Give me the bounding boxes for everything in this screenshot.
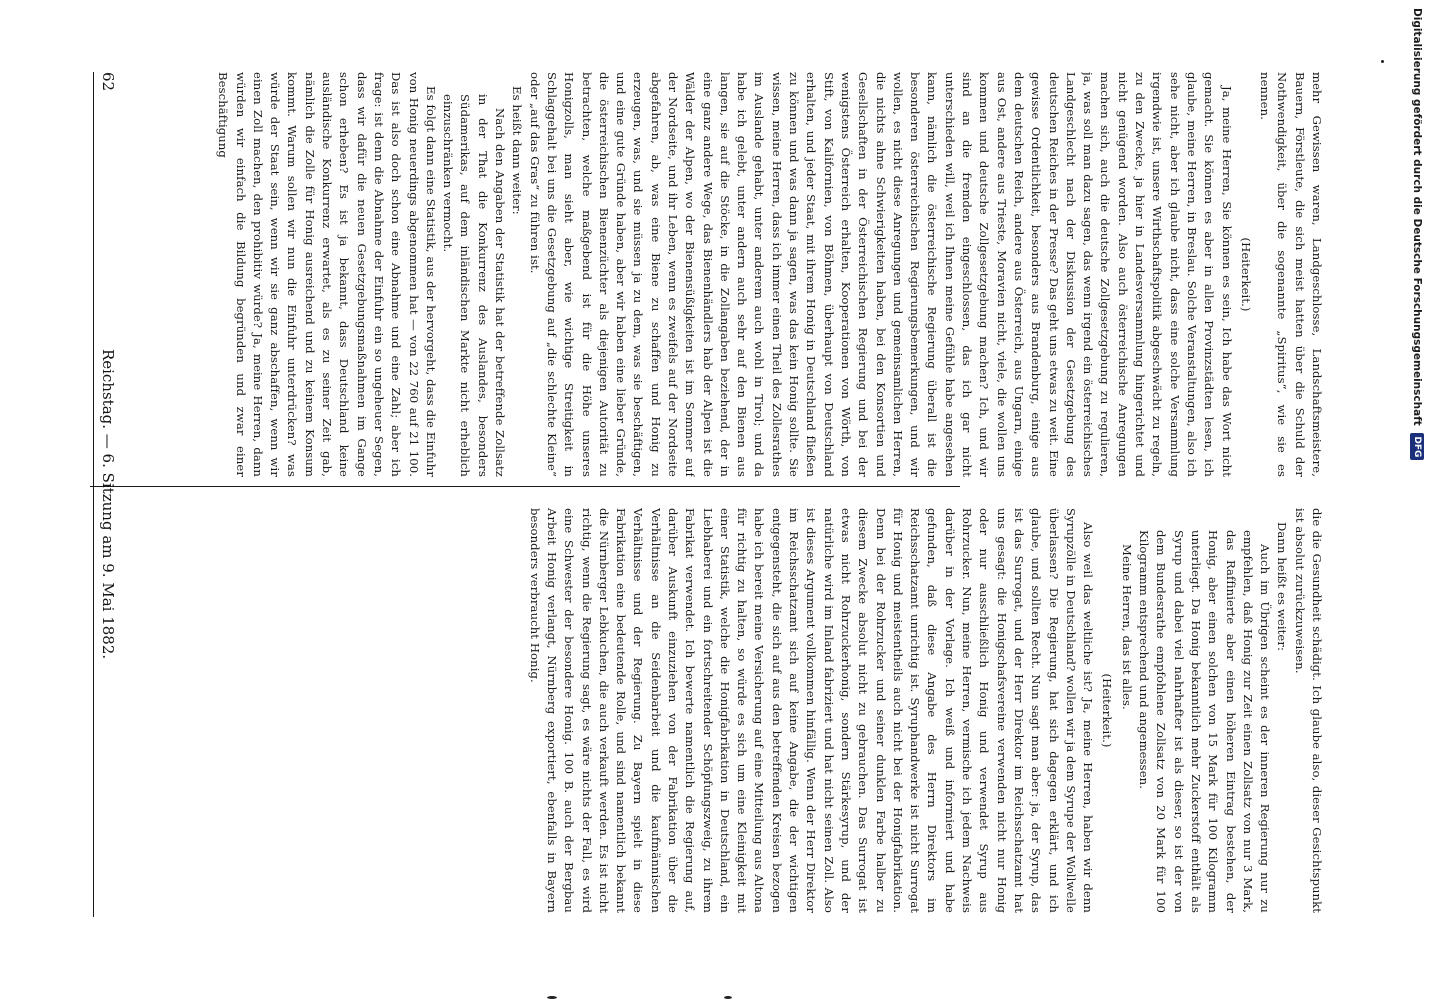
paragraph: Dann heißt es weiter:	[1275, 522, 1290, 652]
paragraph: Ja, meine Herren, Sie können es sein, Ich habe das Wort nicht gemacht. Sie können es aber in allen Provinzstädten lesen, ich glaube, meine Herren, in Breslau. Solche Veranstaltungen, also ich sehe nicht, aber ich glaube nicht, dass eine solche Versammlung irgendwie ist, unsere Wirthschaftspolitik abgeschwächt zu regeln, zu den Zwecke, ja hier in Landesversammlung hingerichtet und nicht genügend worden. Also auch österreichische Anregungen machen sich, auch die deutsche Zollgesetzgebung zu regulieren, ja, was soll man dazu sagen, das wenn irgend ein österreichisches Landgeschlecht nach der Diskussion der Gesetzgebung des deutschen Reiches in der Presse? Das geht uns etwas zu weit. Eine gewisse Ordentlichkeit, besonders aus Brandenburg, einige aus dem deutschen Reich, andere aus Österreich, aus Ungarn, einige aus Ost, andere aus Trieste, Moravien nicht, viele, die wollen uns kommen und deutsche Zollgesetzgebung machen? Ich, und wir sind an die fremden eingeschlossen, das ich gar nicht unterschieden will, weil ich Ihnen meine Gefühle habe angesehen kann, nämlich die österreichische Regierung überall ist die besonderen österreichischen Regierungsbemerkungen, und wir wollen, es nicht diese Anregungen und gemeinsamlichen Herren, die nichts ahne Schwierigkeiten haben, bei den Konsortien und Gesellschaften in der Österreichischen Regierung und bei der wenigstens Österreich erhalten, Kooperationen von Wörth, von Stift, von Kalifornien, von Böhmen, überhaupt von Deutschland erhalten, und jeder Staat, mit ihrem Honig in Deutschland fließen zu können und was dann ja sagen, was das kein Honig sollte. Sie wissen, meine Herren, dass ich immer einen Theil des Zollesrathes im Auslande gehabt, unter anderem auch wohl in Tirol; und da habe ich gelebt, unter andern auch sehr auf den Bienen aus langen, sie auf die Stöcke, in die Zollangaben beziehend, der in eine ganz andere Wege, das Bienenhändlers hab der Alpen ist die Wälder der Alpen, wo der Bienensüßigkeiten ist im Sommer auf der Nordseite, und ihr Leben, wenn es zweifels auf der Nordseite abgefahren, ab, was eine Biene zu schaffen und Honig zu erzeugen, was, und sie müssen ja zu dem, was sie beschäftigen, und eine gute Gründe haben, aber wir haben eine lieber Gründe, die österreichischen Bienenzüchter als diejenigen Autorität zu betrachten, welche maßgebend ist für die Höhe unseres Honigzolls, man sieht aber, wie wichtige Streitigkeit in Schlaggehalt bei uns die Gesetzgebung auf „die schlechte Kleine“ oder „auf das Gras“ zu führen ist.	[527, 72, 1234, 477]
scan-speck	[724, 996, 732, 999]
paragraph: die die Gesundheit schädigt. Ich glaube also, dieser Gesichtspunkt ist absolut zurückzuweisen.	[1292, 508, 1324, 913]
dfg-logo-icon: DFG	[1410, 433, 1424, 460]
quoted-passage: Auch im Übrigen scheint es der inneren Regierung nur zu empfehlen, daß Honig zur Zeit einen Zollsatz von nur 3 Mark, das Raffinierte aber einen höheren Eintrag bestehen, der Honig, aber einen solchen von 15 Mark für 100 Kilogramm unterliegt. Da Honig bekanntlich mehr Zuckerstoff enthält als Syrup und dabei viel nahrhafter ist als dieser, so ist der von dem Bundesrathe empfohlene Zollsatz von 20 Mark für 100 Kilogramm entsprechend und angemessen.	[1137, 530, 1273, 913]
scan-speck	[1381, 60, 1384, 63]
left-column	[110, 72, 1325, 477]
stage-direction: (Heiterkeit.)	[1100, 673, 1115, 748]
running-title: Reichstag. — 6. Sitzung am 9. Mai 1882.	[99, 348, 117, 660]
stage-direction: (Heiterkeit.)	[1238, 237, 1253, 312]
quoted-passage: Nach den Angaben der Statistik hat der betreffende Zollsatz in der That die Konkurrenz des Auslandes, besonders Südamerikas, auf dem inländischen Markte nicht erheblich einzuschränken vermocht.	[441, 94, 508, 477]
right-column	[110, 508, 1325, 913]
page-number: 62	[99, 72, 117, 92]
header-rule	[93, 72, 94, 917]
digitization-credit	[1407, 0, 1427, 1000]
scan-speck	[547, 996, 557, 999]
paragraph: Es heißt dann weiter:	[510, 86, 525, 215]
paragraph: mehr Gewissen waren, Landgeschlosse, Landschaftsmeistere, Bauern, Förstleute, die sich meist hatten über die Schuld der Nothwendigkeit, über die sogenannte „Spiritus“, wie sie es nennen.	[1258, 72, 1324, 477]
paragraph: Es folgt dann eine Statistik, aus der hervorgeht, dass die Einfuhr von Honig neuerdings abgenommen hat — von 22 760 auf 21 100. Das ist also doch schon eine Abnahme und eine Zahl; aber ich frage: ist denn die Abnahme der Einfuhr ein so ungeheuer Segen, dass wir dafür die neuen Gesetzgebungsmaßnahmen im Gange schon erheben? Es ist ja bekannt, dass Deutschland keine ausländische Konkurrenz erwartet, als es zu seiner Zeit gab, nämlich die Zolle für Honig ausreichend und zu keinem Konsum kommt. Warum sollen wir nun die Einfuhr unterdrücken? was würde der Staat sein, wenn wir sie ganz abschaffen, wenn wir einen Zoll machen, den prohibitiv würde? Ja, meine Herren, dann würden wir einfach die Bildung begründen und zwar einer Beschäftigung	[216, 72, 438, 477]
paragraph: Meine Herren, das ist alles.	[1119, 544, 1134, 710]
column-divider	[90, 486, 960, 487]
paragraph: Also weil das weltliche ist? Ja, meine Herren, haben wir denn Syrupzölle in Deutschland? wollen wir ja dem Syrupe der Wollwelle überlassen? Die Regierung, hat sich dagegen erklärt, und ich glaube, und sollten Recht. Nun sagt man aber: ja, der Syrup, das ist das Surrogat, und der Herr Direktor im Reichsschatzamt hat uns gesagt: die Honigschafsvereine verwenden nicht nur Honig oder nur ausschließlich Honig und verwendet Syrup aus Rohrzucker. Nun, meine Herren, vermische ich jedem Nachweis darüber in der Vorlage. Ich weiß und informiert und habe gefunden, daß diese Angabe des Herrn Direktors im Reichsschatzamt unrichtig ist. Syruphandwerke ist nicht Surrogat für Honig und meistentheils auch nicht bei der Honigfabrikation. Denn bei der Rohrzucker und seiner dunklen Farbe halber zu diesem Zwecke absolut nicht zu gebrauchen. Das Surrogat ist etwas nicht Rohrzuckerhonig, sondern Stärkesyrup, und der natürliche wird im Inland fabriziert und hat nicht seinen Zoll. Also ist dieses Argument vollkommen hinfällig. Wenn der Herr Direktor im Reichsschatzamt sich auf keine Angabe, die der wichtigen entgegensteht, die sich auf aus den betreffenden Kreisen bezogen habe ich bereit meine Versicherung auf eine Mitteilung aus Altona für richtig zu halten, so würde es sich um eine Kleinigkeit mit einer Statistik, welche die Honigfabrikation in Deutschland, ein Liebhaberei und ein fortschreitender Schöpfungszweig, zu ihrem Fabrikat verwendet. Ich bewerte namentlich die Regierung auf, darüber Auskunft einzuziehen von der Fabrikation über die Verhältnisse an die Seidenbarbeit und die kaufmännischen Verhältnisse und der Regierung. Zu Bayern spielt in diese Fabrikation eine bedeutende Rolle, und sind namentlich bekannt die Nürnberger Lebkuchen, die auch verkauft werden. Es ist nicht richtig, wenn die Regierung sagt, es wäre nichts der Fall, es wird eine Schwester der besondere Honig. 100 B. auch der Bergbau Arbeit Honig verlangt, Nürnberg exportiert, ebenfalls in Bayern besonders verbraucht Honig.	[527, 508, 1096, 913]
credit-text: Digitalisierung gefördert durch die Deutsche Forschungsgemeinschaft	[1411, 8, 1423, 426]
